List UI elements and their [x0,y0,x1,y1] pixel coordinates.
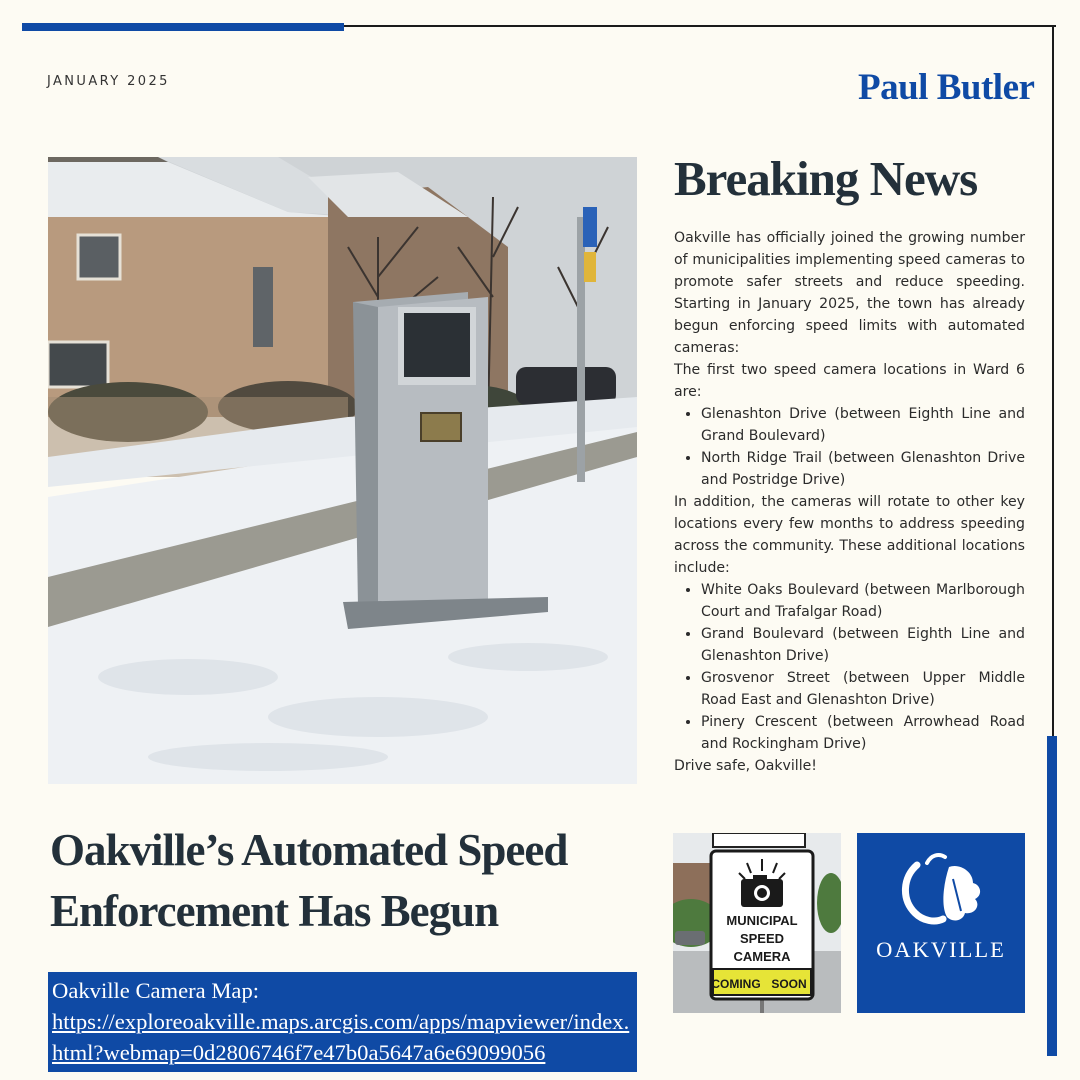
top-accent-bar [22,23,344,31]
ward-intro: The first two speed camera locations in Ward 6 are: [674,362,1025,400]
list-item: • North Ridge Trail (between Glenashton Drive and Postridge Drive) [701,447,1025,491]
camera-map-box [48,972,637,1072]
page-title [50,820,650,942]
ward-location-list [674,403,1025,491]
sign-coming: COMING [711,977,761,991]
oakville-logo [857,833,1025,1013]
right-accent-bar [1047,736,1057,1056]
oakville-wordmark: OAKVILLE [876,937,1006,962]
additional-location-list [674,579,1025,755]
sign-line-2: SPEED [739,931,785,946]
title-line-2: Enforcement Has Begun [50,886,499,936]
list-item: • Grosvenor Street (between Upper Middle Road East and Glenashton Drive) [701,667,1025,711]
author-name: Paul Butler [858,67,1035,108]
signoff: Drive safe, Oakville! [674,758,817,774]
oak-leaf-icon [857,833,1025,933]
sign-line-1: MUNICIPAL [726,913,798,928]
speed-camera-photo [48,157,637,784]
issue-date: JANUARY 2025 [47,74,170,89]
camera-map-label: Oakville Camera Map: [52,978,260,1003]
list-item: • Glenashton Drive (between Eighth Line and Grand Boulevard) [701,403,1025,447]
speed-camera-sign-photo [673,833,841,1013]
title-line-1: Oakville’s Automated Speed [50,825,568,875]
top-rule [344,25,1056,27]
breaking-news-heading: Breaking News [674,151,978,206]
article-body [674,227,1025,777]
sign-line-3: CAMERA [733,949,791,964]
list-item: • White Oaks Boulevard (between Marlborough Court and Trafalgar Road) [701,579,1025,623]
list-item: • Grand Boulevard (between Eighth Line and Glenashton Drive) [701,623,1025,667]
list-item: • Pinery Crescent (between Arrowhead Road and Rockingham Drive) [701,711,1025,755]
rotate-intro: In addition, the cameras will rotate to other key locations every few months to address speeding across the community. These additional locations include: [674,494,1025,576]
article-intro: Oakville has officially joined the growing number of municipalities implementing speed cameras to promote safer streets and reduce speeding. Starting in January 2025, the town has already begun enforcing speed limits with automated cameras: [674,230,1025,356]
sign-soon: SOON [771,977,807,991]
camera-map-link[interactable]: https://exploreoakville.maps.arcgis.com/apps/mapviewer/index.html?webmap=0d2806746f7e47b0a5647a6e69099056 [52,1009,630,1065]
